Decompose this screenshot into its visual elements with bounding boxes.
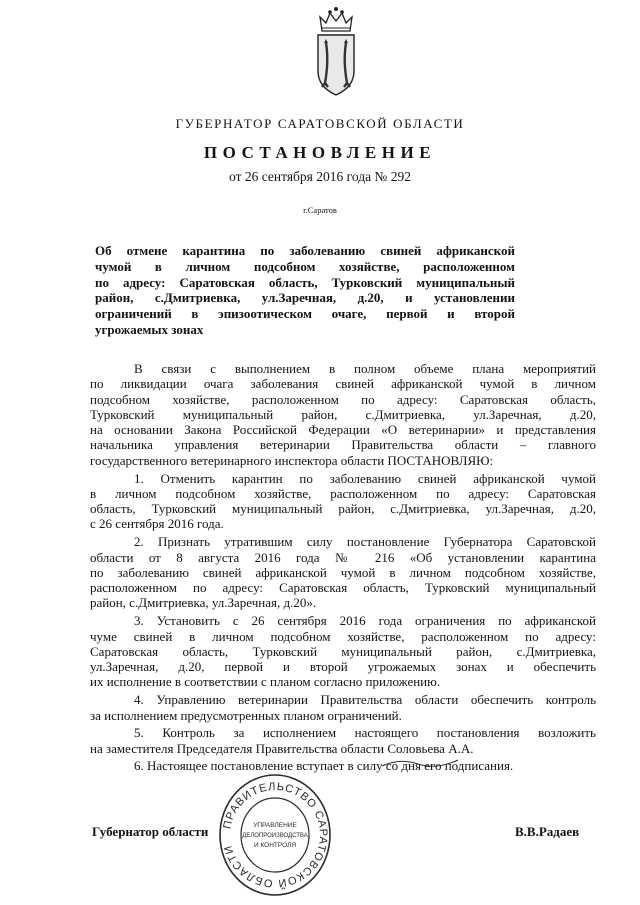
body-line: с 26 сентября 2016 года.: [90, 516, 224, 532]
body-line: В связи с выполнением в полном объеме плана мероприятий: [134, 361, 596, 376]
heading-line: Об отмене карантина по заболеванию свиней африканской: [95, 243, 515, 258]
clause-2: [90, 534, 596, 610]
heading-line: ограничений в эпизоотическом очаге, первой и второй: [95, 306, 515, 322]
body-line: расположенном по адресу: Саратовская область, Турковский муниципальный: [90, 580, 596, 596]
official-stamp-icon: [218, 772, 332, 898]
stamp-center-line: УПРАВЛЕНИЕ: [253, 822, 297, 829]
coat-of-arms-icon: [310, 5, 362, 101]
body-line: по ликвидации очага заболевания свиней африканской чумой в личном: [90, 376, 596, 392]
signatory-name: В.В.Радаев: [515, 824, 580, 839]
signature-scribble-icon: [380, 752, 460, 772]
heading-line: район, с.Дмитриевка, ул.Заречная, д.20, и установлении: [95, 290, 515, 306]
body-line: 3. Установить с 26 сентября 2016 года ограничения по африканской: [134, 613, 596, 629]
signatory-title: Губернатор области: [92, 824, 209, 839]
body-line: 4. Управлению ветеринарии Правительства области обеспечить контроль: [134, 692, 596, 708]
document-date-number: от 26 сентября 2016 года № 292: [229, 169, 411, 184]
clause-6: [90, 758, 596, 773]
body-line: Саратовская область, Турковский муниципальный район, с.Дмитриевка,: [90, 643, 596, 659]
body-line: 5. Контроль за исполнением настоящего постановления возложить: [134, 725, 596, 741]
document-city: г.Саратов: [303, 205, 337, 215]
clause-1: [90, 471, 596, 532]
clause-4: [90, 692, 596, 723]
body-line: начальника управления ветеринарии Правительства области – главного: [90, 437, 596, 453]
clause-3: [90, 613, 596, 689]
heading-line: чумой в личном подсобном хозяйстве, расположенном: [95, 258, 515, 274]
body-line: район, с.Дмитриевка, ул.Заречная, д.20».: [90, 595, 317, 611]
body-line: на заместителя Председателя Правительства области Соловьева А.А.: [90, 740, 474, 756]
preamble-paragraph: [90, 361, 596, 468]
document-type: ПОСТАНОВЛЕНИЕ: [203, 143, 437, 162]
document-body: [90, 361, 596, 776]
body-line: область, Турковский муниципальный район, с.Дмитриевка, ул.Заречная, д.20,: [90, 501, 596, 517]
body-line: на основании Закона Российской Федерации «О ветеринарии» и представления: [90, 422, 596, 438]
stamp-center-line: ДЕЛОПРОИЗВОДСТВА: [242, 833, 308, 839]
issuing-authority: ГУБЕРНАТОР САРАТОВСКОЙ ОБЛАСТИ: [175, 116, 465, 131]
body-line: в личном подсобном хозяйстве, расположенном по адресу: Саратовская: [90, 485, 596, 501]
body-line: ул.Заречная, д.20, первой и второй угрожаемых зонах и обеспечить: [90, 659, 596, 675]
body-line: государственного ветеринарного инспектора области ПОСТАНОВЛЯЮ:: [90, 452, 494, 468]
body-line: их исполнение в соответствии с планом согласно приложению.: [90, 674, 441, 690]
body-line: 6. Настоящее постановление вступает в силу со дня его подписания.: [134, 758, 514, 774]
document-heading: [95, 243, 515, 338]
body-line: области от 8 августа 2016 года № 216 «Об установлении карантина: [90, 549, 596, 565]
body-line: по заболеванию свиней африканской чумой в личном подсобном хозяйстве,: [90, 564, 596, 580]
body-line: Турковский муниципальный район, с.Дмитриевка, ул.Заречная, д.20,: [90, 406, 596, 422]
body-line: 2. Признать утратившим силу постановление Губернатора Саратовской: [134, 534, 596, 550]
clause-5: [90, 725, 596, 756]
body-line: за исполнением предусмотренных планом ограничений.: [90, 707, 402, 723]
body-line: 1. Отменить карантин по заболеванию свиней африканской чумой: [134, 470, 596, 486]
body-line: подсобном хозяйстве, расположенном по адресу: Саратовская область,: [90, 391, 596, 407]
body-line: чуме свиней в личном подсобном хозяйстве, расположенном по адресу:: [90, 628, 596, 644]
stamp-ring-text: ПРАВИТЕЛЬСТВО САРАТОВСКОЙ ОБЛАСТИ: [221, 780, 330, 890]
stamp-center-line: И КОНТРОЛЯ: [253, 842, 297, 849]
heading-line: по адресу: Саратовская область, Турковский муниципальный: [95, 274, 515, 290]
heading-line: угрожаемых зонах: [95, 321, 204, 337]
